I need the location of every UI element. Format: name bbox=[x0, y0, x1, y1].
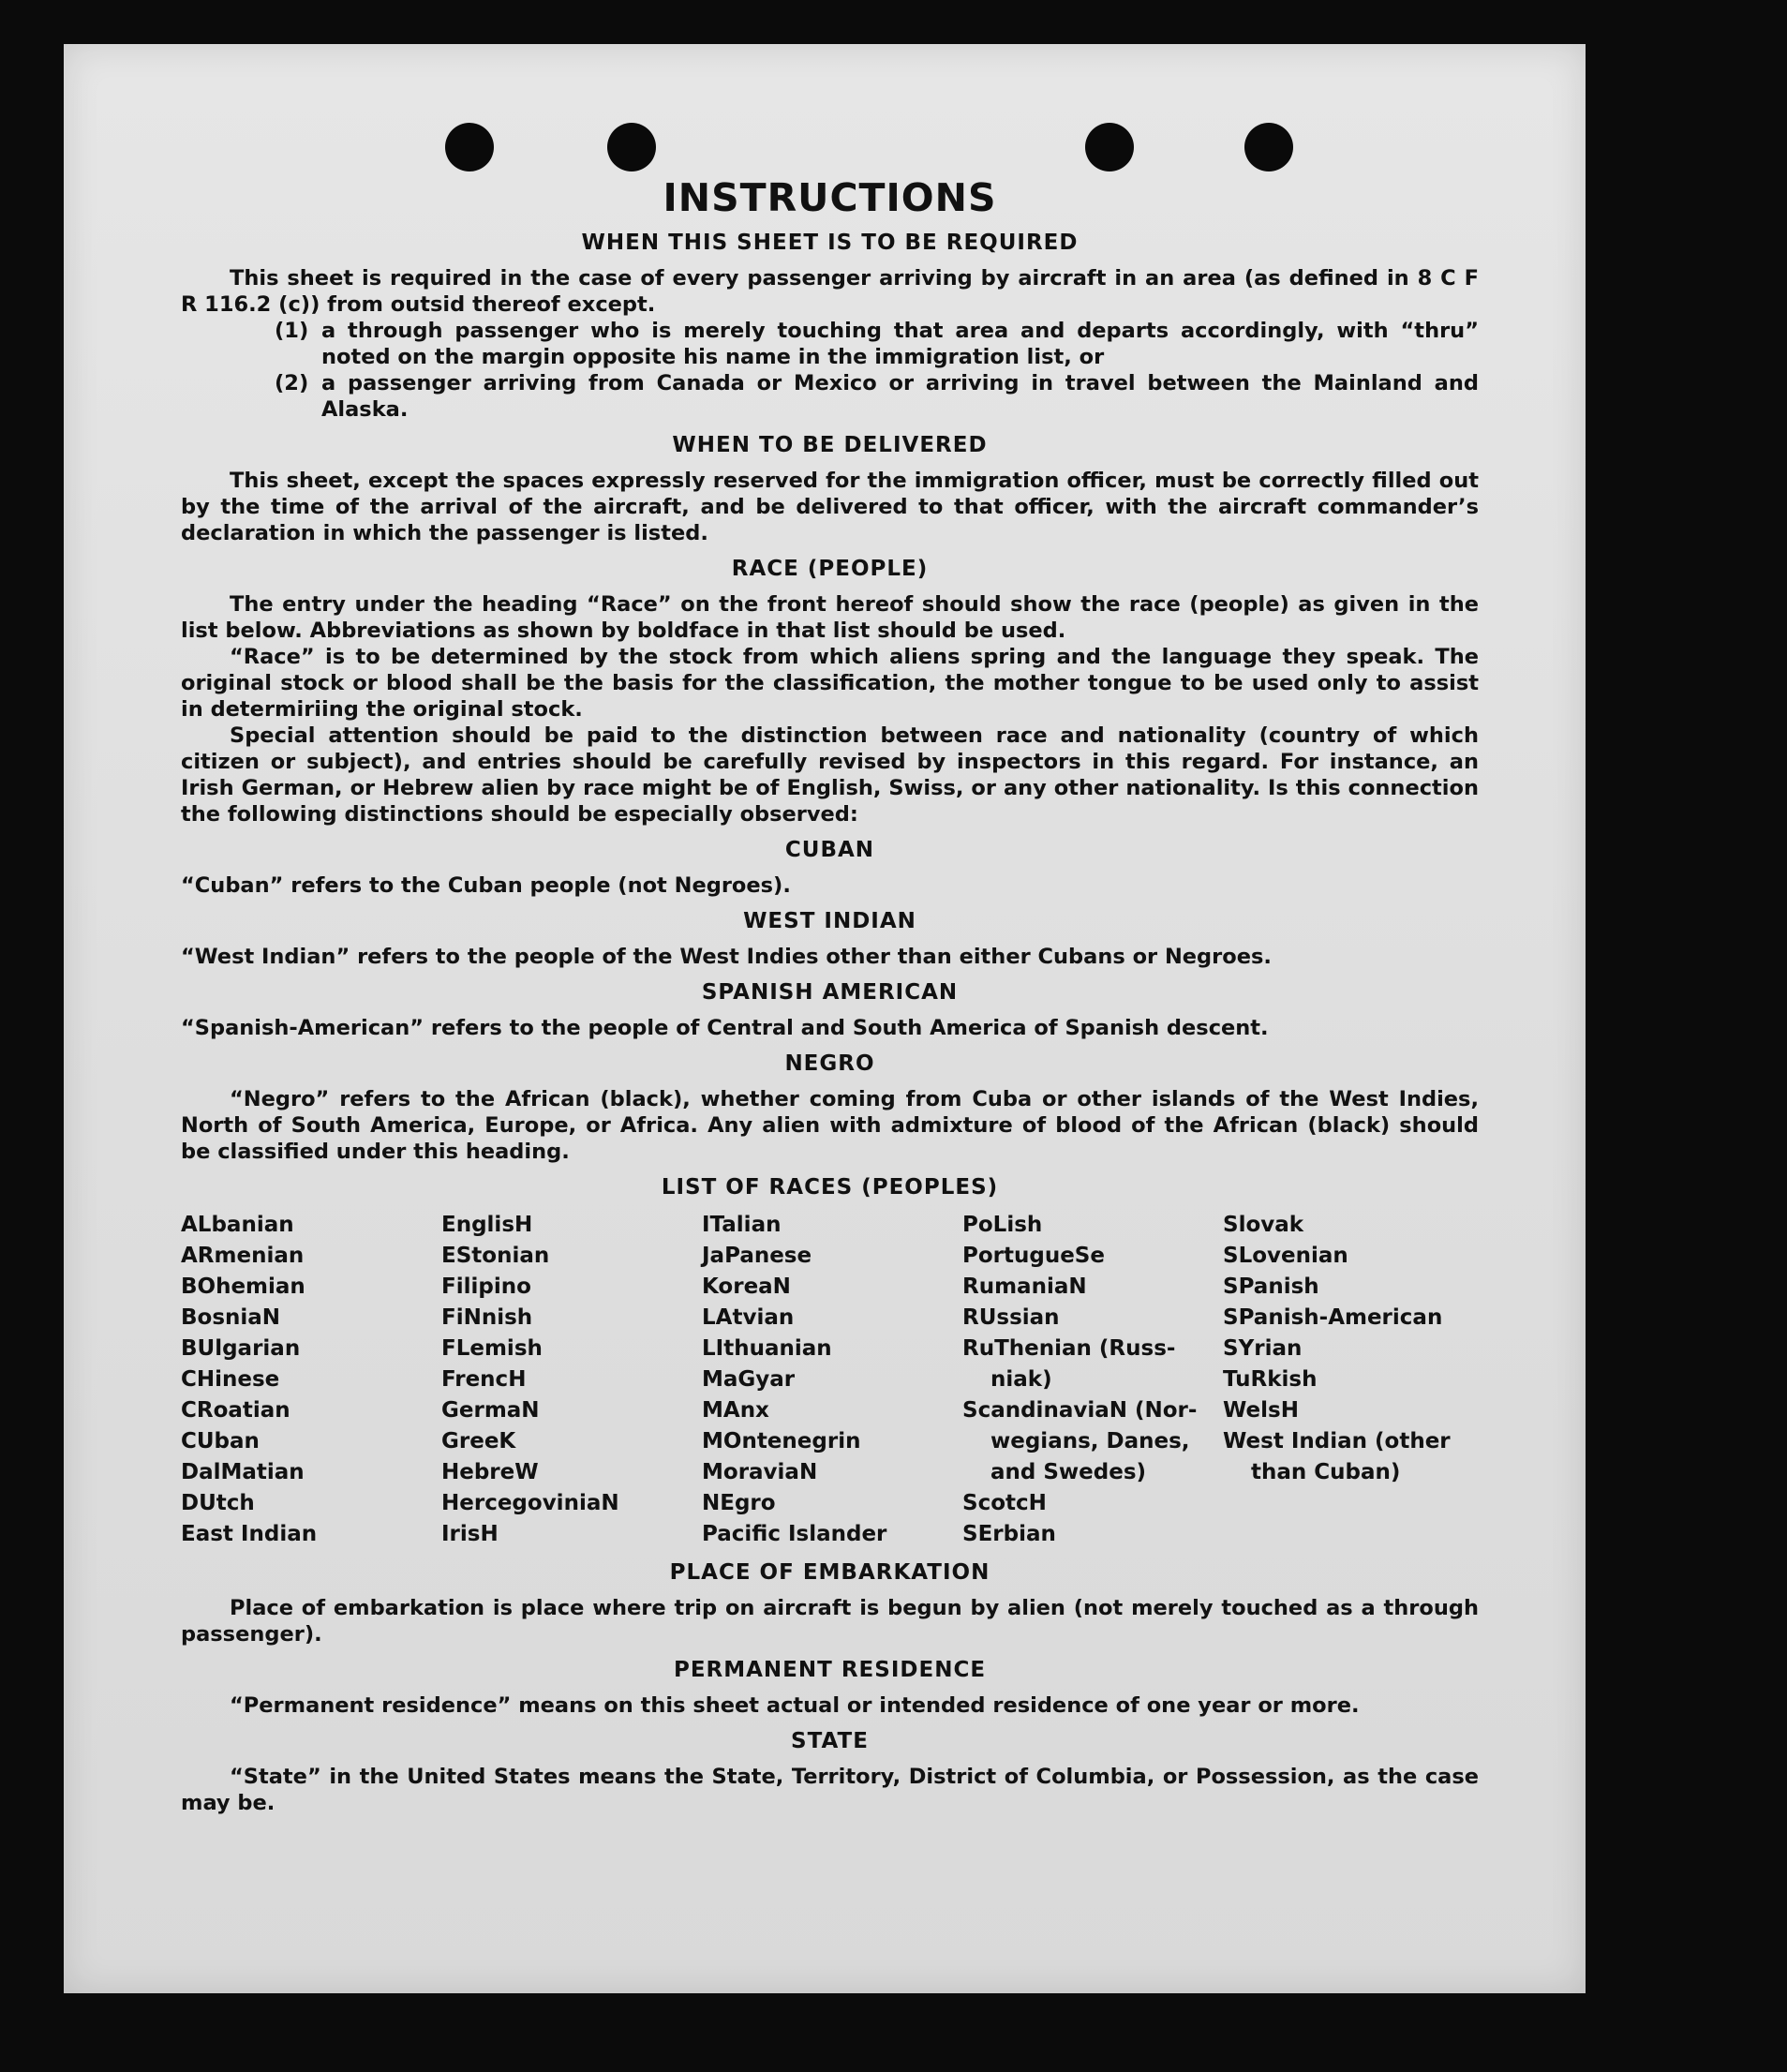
race-entry: JaPanese bbox=[702, 1244, 812, 1268]
race-entry: Pacific Islander bbox=[702, 1522, 887, 1546]
section-heading-negro: NEGRO bbox=[784, 1051, 875, 1076]
races-column-5 bbox=[1223, 1210, 1476, 1550]
punch-hole bbox=[607, 123, 656, 171]
race-entry: EStonian bbox=[441, 1244, 550, 1268]
races-column-4 bbox=[962, 1210, 1223, 1550]
race-entry-continuation: than Cuban) bbox=[1251, 1460, 1401, 1484]
race-paragraph-1: The entry under the heading “Race” on the front hereof should show the race (people) as given in the list below. Abbreviations as shown by boldface in that list should be used. bbox=[181, 592, 1479, 643]
race-entry: East Indian bbox=[181, 1522, 318, 1546]
instructions-content bbox=[181, 175, 1479, 1816]
section-heading-cuban: CUBAN bbox=[784, 838, 875, 862]
race-paragraph-3: Special attention should be paid to the distinction between race and nationality (country of which citizen or subject), and entries should be carefully revised by inspectors in this regard. For instance, an Irish German, or Hebrew alien by race might be of English, Swiss, or any other nationality. Is this connection the following distinctions should be especially observed: bbox=[181, 723, 1479, 827]
races-column-3 bbox=[702, 1210, 962, 1550]
exception-item bbox=[275, 370, 1479, 423]
race-entry: PortugueSe bbox=[962, 1244, 1105, 1268]
race-entry: SYrian bbox=[1223, 1336, 1303, 1361]
page-title: INSTRUCTIONS bbox=[663, 175, 997, 220]
race-entry: CUban bbox=[181, 1429, 260, 1453]
race-entry: RumaniaN bbox=[962, 1275, 1087, 1299]
race-entry-continuation: wegians, Danes, bbox=[990, 1429, 1190, 1453]
section-heading-spanish-american: SPANISH AMERICAN bbox=[701, 980, 959, 1005]
race-entry: DUtch bbox=[181, 1491, 255, 1515]
exception-item bbox=[275, 318, 1479, 370]
race-entry: West Indian (other bbox=[1223, 1429, 1451, 1453]
race-entry: ScotcH bbox=[962, 1491, 1047, 1515]
embarkation-text: Place of embarkation is place where trip on aircraft is begun by alien (not merely touched as a through passenger). bbox=[181, 1596, 1479, 1647]
race-entry: SErbian bbox=[962, 1522, 1056, 1546]
race-entry: GermaN bbox=[441, 1398, 540, 1423]
residence-text: “Permanent residence” means on this sheet actual or intended residence of one year or more. bbox=[230, 1693, 1360, 1718]
race-entry: MOntenegrin bbox=[702, 1429, 861, 1453]
race-entry: BosniaN bbox=[181, 1305, 281, 1330]
punch-hole bbox=[445, 123, 494, 171]
races-list bbox=[181, 1210, 1479, 1550]
race-entry: FrencH bbox=[441, 1367, 527, 1392]
punch-hole bbox=[1085, 123, 1134, 171]
race-entry: NEgro bbox=[702, 1491, 776, 1515]
race-entry: CRoatian bbox=[181, 1398, 290, 1423]
required-intro: This sheet is required in the case of every passenger arriving by aircraft in an area (as defined in 8 C F R 116.2 (c)) from outsid thereof except. bbox=[181, 266, 1479, 317]
race-entry: MAnx bbox=[702, 1398, 769, 1423]
races-column-2 bbox=[441, 1210, 702, 1550]
race-entry: BUlgarian bbox=[181, 1336, 301, 1361]
delivered-text: This sheet, except the spaces expressly reserved for the immigration officer, must be correctly filled out by the time of the arrival of the aircraft, and be delivered to that officer, with the aircraft commander’s declaration in which the passenger is listed. bbox=[181, 469, 1479, 545]
race-entry: EnglisH bbox=[441, 1213, 533, 1237]
race-entry: ALbanian bbox=[181, 1213, 294, 1237]
race-entry: MaGyar bbox=[702, 1367, 796, 1392]
exception-text: a through passenger who is merely touching that area and departs accordingly, with “thru” noted on the margin opposite his name in the immigration list, or bbox=[321, 319, 1479, 369]
race-entry: RUssian bbox=[962, 1305, 1060, 1330]
negro-text: “Negro” refers to the African (black), whether coming from Cuba or other islands of the West Indies, North of South America, Europe, or Africa. Any alien with admixture of blood of the African (black) should be classified under this heading. bbox=[181, 1087, 1479, 1164]
cuban-text: “Cuban” refers to the Cuban people (not Negroes). bbox=[181, 873, 791, 898]
section-heading-west-indian: WEST INDIAN bbox=[743, 909, 916, 933]
race-entry: ScandinaviaN (Nor- bbox=[962, 1398, 1198, 1423]
section-heading-race: RACE (PEOPLE) bbox=[731, 557, 929, 581]
race-entry: BOhemian bbox=[181, 1275, 305, 1299]
race-entry-continuation: and Swedes) bbox=[990, 1460, 1147, 1484]
race-entry: ARmenian bbox=[181, 1244, 305, 1268]
exception-number: (1) bbox=[275, 319, 309, 343]
race-entry: FLemish bbox=[441, 1336, 543, 1361]
race-entry: HercegoviniaN bbox=[441, 1491, 619, 1515]
race-entry: ITalian bbox=[702, 1213, 782, 1237]
race-entry: MoraviaN bbox=[702, 1460, 818, 1484]
race-entry: DalMatian bbox=[181, 1460, 305, 1484]
race-entry: HebreW bbox=[441, 1460, 539, 1484]
race-entry: Slovak bbox=[1223, 1213, 1304, 1237]
race-entry: KoreaN bbox=[702, 1275, 791, 1299]
exception-number: (2) bbox=[275, 371, 309, 395]
exception-text: a passenger arriving from Canada or Mexico or arriving in travel between the Mainland and Alaska. bbox=[321, 371, 1479, 422]
race-entry: LAtvian bbox=[702, 1305, 795, 1330]
race-entry: PoLish bbox=[962, 1213, 1043, 1237]
race-entry: GreeK bbox=[441, 1429, 516, 1453]
race-entry: TuRkish bbox=[1223, 1367, 1318, 1392]
race-entry: IrisH bbox=[441, 1522, 499, 1546]
race-entry: WelsH bbox=[1223, 1398, 1299, 1423]
section-heading-delivered: WHEN TO BE DELIVERED bbox=[672, 433, 988, 457]
race-entry-continuation: niak) bbox=[990, 1367, 1052, 1392]
punch-hole bbox=[1244, 123, 1293, 171]
race-entry: LIthuanian bbox=[702, 1336, 832, 1361]
races-column-1 bbox=[181, 1210, 441, 1550]
section-heading-residence: PERMANENT RESIDENCE bbox=[673, 1658, 987, 1682]
race-entry: SPanish-American bbox=[1223, 1305, 1443, 1330]
west-indian-text: “West Indian” refers to the people of the West Indies other than either Cubans or Negroes. bbox=[181, 945, 1272, 969]
section-heading-list-of-races: LIST OF RACES (PEOPLES) bbox=[661, 1175, 999, 1200]
section-heading-required: WHEN THIS SHEET IS TO BE REQUIRED bbox=[581, 231, 1079, 255]
race-paragraph-2: “Race” is to be determined by the stock from which aliens spring and the language they speak. The original stock or blood shall be the basis for the classification, the mother tongue to be used only to assist in determiriing the original stock. bbox=[181, 645, 1479, 722]
race-entry: CHinese bbox=[181, 1367, 280, 1392]
spanish-american-text: “Spanish-American” refers to the people of Central and South America of Spanish descent. bbox=[181, 1016, 1269, 1040]
race-entry: RuThenian (Russ- bbox=[962, 1336, 1176, 1361]
race-entry: SPanish bbox=[1223, 1275, 1319, 1299]
race-entry: Filipino bbox=[441, 1275, 531, 1299]
state-text: “State” in the United States means the State, Territory, District of Columbia, or Possession, as the case may be. bbox=[181, 1765, 1479, 1815]
section-heading-embarkation: PLACE OF EMBARKATION bbox=[669, 1560, 990, 1585]
document-sheet bbox=[64, 44, 1586, 1993]
race-entry: SLovenian bbox=[1223, 1244, 1348, 1268]
section-heading-state: STATE bbox=[791, 1729, 869, 1753]
race-entry: FiNnish bbox=[441, 1305, 533, 1330]
